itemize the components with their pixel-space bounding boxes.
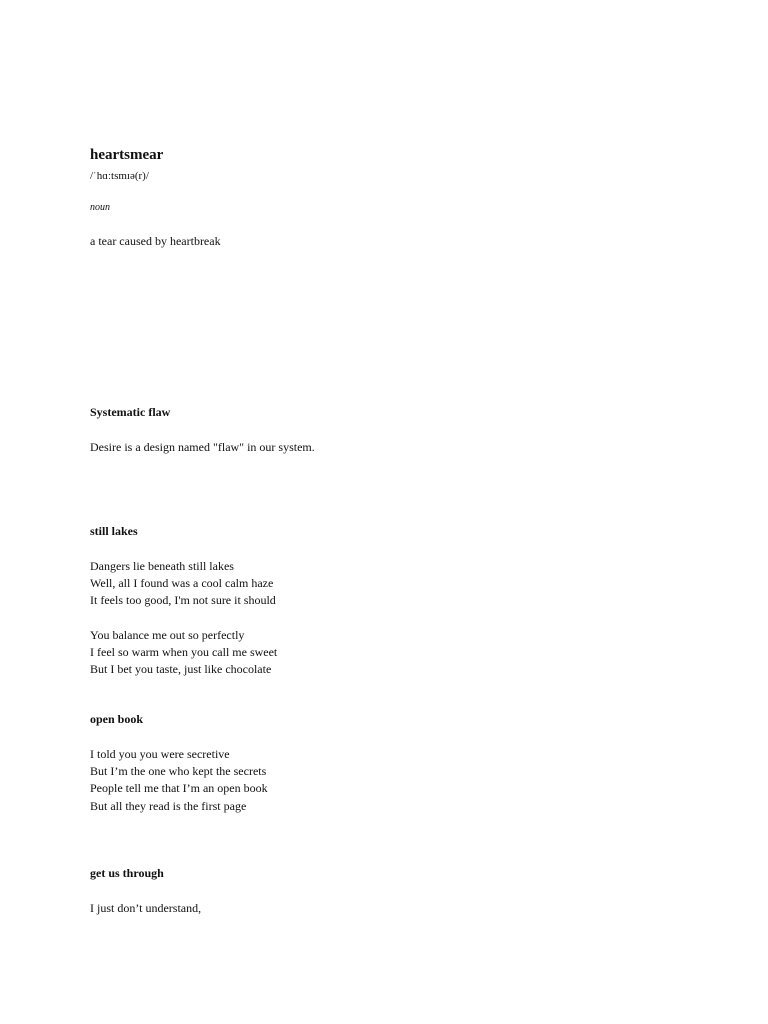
entry-definition: a tear caused by heartbreak	[90, 234, 221, 248]
poem-line: But I’m the one who kept the secrets	[90, 764, 267, 779]
poem-stanza	[90, 558, 276, 610]
poem-stanza	[90, 900, 201, 917]
poem-line: People tell me that I’m an open book	[90, 781, 268, 796]
poem-line: I told you you were secretive	[90, 747, 230, 761]
poem-stanza	[90, 627, 277, 679]
poem-line: But I bet you taste, just like chocolate	[90, 662, 272, 677]
poem-stanza	[90, 746, 268, 815]
poem-line: Desire is a design named "flaw" in our system.	[90, 440, 315, 454]
poem-title: get us through	[90, 866, 164, 880]
entry-headword: heartsmear	[90, 147, 164, 163]
poem-line: You balance me out so perfectly	[90, 628, 245, 642]
poem-line: But all they read is the first page	[90, 798, 247, 813]
entry-pronunciation: /ˈhɑːtsmɪə(r)/	[90, 170, 149, 182]
poem-title: still lakes	[90, 524, 138, 538]
entry-part-of-speech: noun	[90, 202, 110, 213]
poem-line: Well, all I found was a cool calm haze	[90, 576, 274, 591]
poem-title: Systematic flaw	[90, 405, 171, 419]
poem-line: It feels too good, I'm not sure it should	[90, 593, 276, 608]
poem-line: I just don’t understand,	[90, 901, 202, 915]
poem-stanza	[90, 439, 315, 456]
poem-line: I feel so warm when you call me sweet	[90, 645, 278, 660]
poem-line: Dangers lie beneath still lakes	[90, 559, 234, 573]
poem-title: open book	[90, 712, 144, 726]
